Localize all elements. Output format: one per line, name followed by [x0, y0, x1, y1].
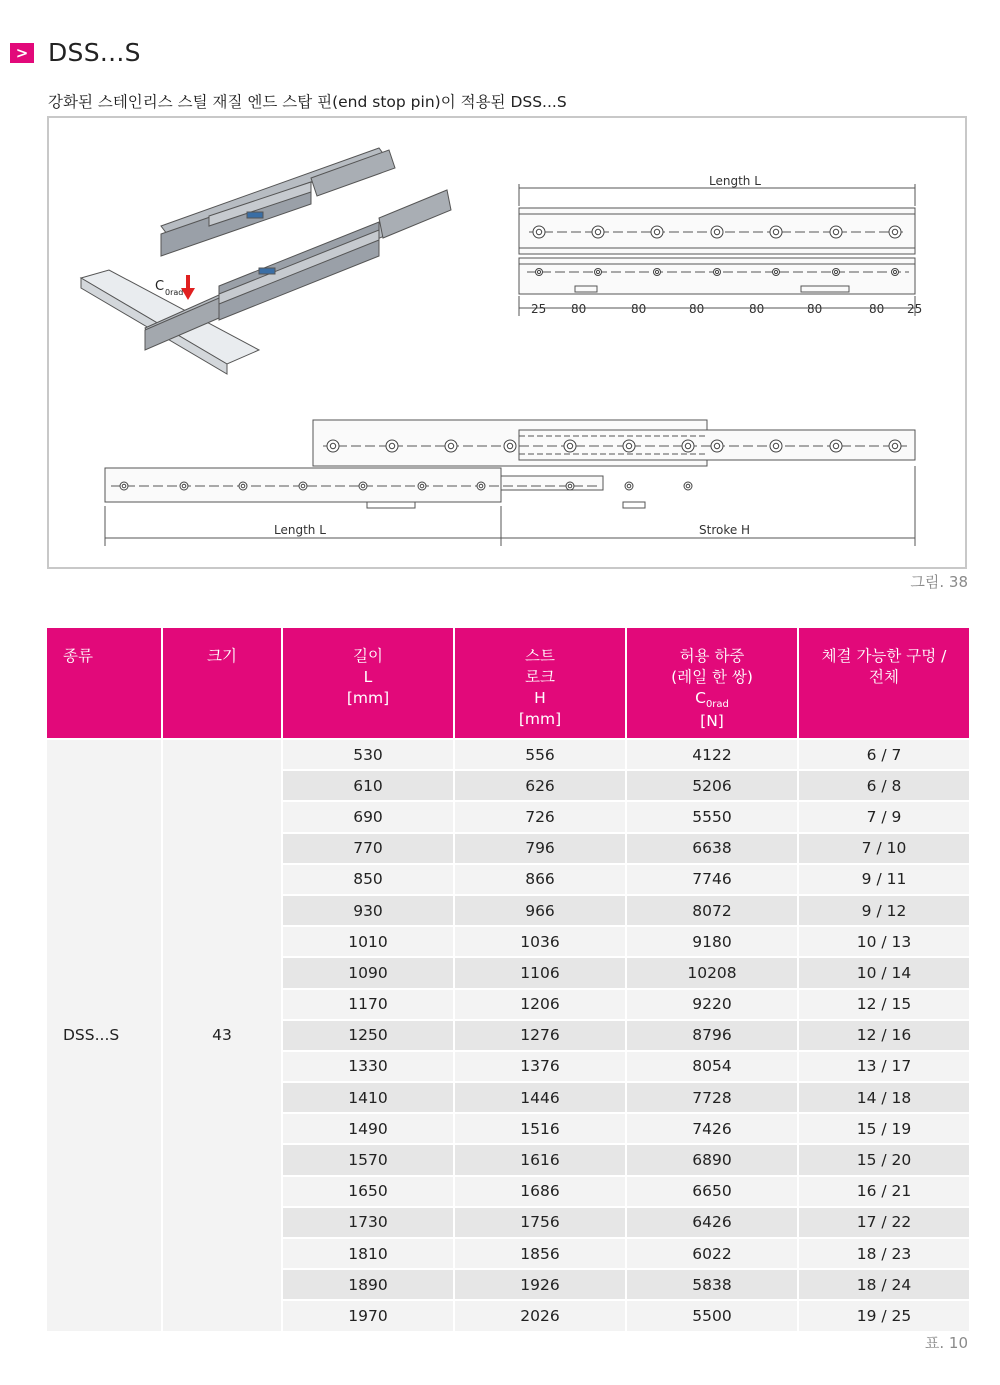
cell-holes: 9 / 11: [798, 864, 969, 895]
cell-length: 1010: [282, 926, 454, 957]
cell-holes: 15 / 19: [798, 1113, 969, 1144]
mounting-hole: [180, 482, 188, 490]
pitch-label: 25: [907, 302, 923, 316]
table-body: [47, 739, 969, 1331]
pitch-label: 80: [571, 302, 587, 316]
bottom-length-label: Length L: [274, 523, 326, 537]
mounting-hole: [327, 440, 339, 452]
mounting-hole: [889, 440, 901, 452]
cell-load: 8054: [626, 1051, 798, 1082]
table-header-row: [47, 628, 969, 739]
cell-stroke: 1616: [454, 1144, 626, 1175]
cell-holes: 13 / 17: [798, 1051, 969, 1082]
cell-load: 6426: [626, 1207, 798, 1238]
rail-elevation-top: [519, 184, 915, 316]
cell-holes: 10 / 13: [798, 926, 969, 957]
cell-holes: 15 / 20: [798, 1144, 969, 1175]
pitch-dimension-labels: [531, 302, 922, 316]
mounting-hole: [833, 269, 840, 276]
cell-stroke: 866: [454, 864, 626, 895]
cell-stroke: 1206: [454, 989, 626, 1020]
mounting-hole: [889, 226, 901, 238]
cell-holes: 14 / 18: [798, 1082, 969, 1113]
cell-length: 850: [282, 864, 454, 895]
pitch-label: 80: [749, 302, 765, 316]
header-length: 길이 L [mm]: [282, 628, 454, 739]
cell-load: 6650: [626, 1176, 798, 1207]
mounting-hole: [359, 482, 367, 490]
cell-length: 1650: [282, 1176, 454, 1207]
cell-stroke: 966: [454, 895, 626, 926]
mounting-hole: [477, 482, 485, 490]
chevron-right-icon: >: [10, 43, 34, 63]
cell-stroke: 1376: [454, 1051, 626, 1082]
cell-holes: 12 / 16: [798, 1020, 969, 1051]
mounting-hole: [830, 440, 842, 452]
rail-elevation-bottom: [105, 420, 915, 546]
cell-load: 9180: [626, 926, 798, 957]
cell-length: 930: [282, 895, 454, 926]
cell-holes: 6 / 8: [798, 770, 969, 801]
cell-length: 530: [282, 739, 454, 770]
cell-length: 1170: [282, 989, 454, 1020]
cell-holes: 6 / 7: [798, 739, 969, 770]
cell-holes: 9 / 12: [798, 895, 969, 926]
pitch-label: 80: [631, 302, 647, 316]
cell-size: 43: [162, 739, 282, 1331]
cell-holes: 18 / 23: [798, 1238, 969, 1269]
mounting-hole: [892, 269, 899, 276]
cell-length: 1490: [282, 1113, 454, 1144]
cell-length: 1330: [282, 1051, 454, 1082]
mounting-hole: [592, 226, 604, 238]
header-load: 허용 하중 (레일 한 쌍) $C_{0rad}$ [N]: [626, 628, 798, 739]
cell-length: 1250: [282, 1020, 454, 1051]
cell-stroke: 1926: [454, 1269, 626, 1300]
mounting-hole: [714, 269, 721, 276]
cell-stroke: 2026: [454, 1300, 626, 1330]
pitch-label: 80: [869, 302, 885, 316]
mounting-hole: [120, 482, 128, 490]
load-label: C: [155, 279, 165, 294]
cell-type: DSS...S: [47, 739, 162, 1331]
cell-stroke: 1686: [454, 1176, 626, 1207]
cell-length: 1890: [282, 1269, 454, 1300]
pitch-label: 80: [807, 302, 823, 316]
mounting-hole: [654, 269, 661, 276]
cell-load: 8796: [626, 1020, 798, 1051]
mounting-hole: [386, 440, 398, 452]
mounting-hole: [682, 440, 694, 452]
drawing-canvas: [49, 118, 965, 567]
cell-load: 6638: [626, 833, 798, 864]
cell-length: 1570: [282, 1144, 454, 1175]
pitch-label: 80: [689, 302, 705, 316]
cell-length: 1730: [282, 1207, 454, 1238]
mounting-hole: [418, 482, 426, 490]
cell-load: 8072: [626, 895, 798, 926]
mounting-hole: [773, 269, 780, 276]
header-holes: 체결 가능한 구멍 / 전체: [798, 628, 969, 739]
cell-stroke: 1856: [454, 1238, 626, 1269]
cell-stroke: 626: [454, 770, 626, 801]
section-title: DSS...S: [48, 38, 141, 67]
cell-stroke: 1756: [454, 1207, 626, 1238]
cell-load: 5500: [626, 1300, 798, 1330]
table-row: [47, 739, 969, 770]
cell-stroke: 1446: [454, 1082, 626, 1113]
cell-stroke: 556: [454, 739, 626, 770]
mounting-hole: [684, 482, 692, 490]
cell-length: 770: [282, 833, 454, 864]
cell-holes: 7 / 10: [798, 833, 969, 864]
cell-load: 9220: [626, 989, 798, 1020]
cell-length: 1810: [282, 1238, 454, 1269]
section-subtitle: 강화된 스테인리스 스틸 재질 엔드 스탑 핀(end stop pin)이 적용된 DSS...S: [48, 93, 567, 111]
cell-stroke: 1036: [454, 926, 626, 957]
section-heading: [10, 38, 141, 67]
cell-length: 1410: [282, 1082, 454, 1113]
header-size: 크기: [162, 628, 282, 739]
mounting-hole: [239, 482, 247, 490]
mounting-hole: [536, 269, 543, 276]
cell-load: 6890: [626, 1144, 798, 1175]
cell-load: 5206: [626, 770, 798, 801]
cell-load: 5550: [626, 801, 798, 832]
mounting-hole: [566, 482, 574, 490]
cell-load: 7728: [626, 1082, 798, 1113]
iso-slide-drawing: [81, 148, 451, 374]
cell-load: 10208: [626, 957, 798, 988]
mounting-hole: [711, 440, 723, 452]
cell-stroke: 1516: [454, 1113, 626, 1144]
mounting-hole: [595, 269, 602, 276]
cell-length: 1090: [282, 957, 454, 988]
cell-holes: 7 / 9: [798, 801, 969, 832]
cell-load: 7746: [626, 864, 798, 895]
mounting-hole: [830, 226, 842, 238]
mounting-hole: [770, 440, 782, 452]
mounting-hole: [625, 482, 633, 490]
table-caption: 표. 10: [924, 1334, 968, 1352]
cell-length: 610: [282, 770, 454, 801]
header-type: 종류: [47, 628, 162, 739]
cell-holes: 12 / 15: [798, 989, 969, 1020]
mounting-hole: [770, 226, 782, 238]
cell-holes: 18 / 24: [798, 1269, 969, 1300]
load-label-subscript: 0rad: [165, 288, 184, 297]
cell-holes: 10 / 14: [798, 957, 969, 988]
cell-holes: 19 / 25: [798, 1300, 969, 1330]
cell-length: 690: [282, 801, 454, 832]
cell-load: 7426: [626, 1113, 798, 1144]
mounting-hole: [564, 440, 576, 452]
header-stroke: 스트 로크 H [mm]: [454, 628, 626, 739]
figure-caption: 그림. 38: [910, 573, 968, 591]
technical-drawing-figure: [47, 116, 967, 569]
mounting-hole: [445, 440, 457, 452]
cell-load: 6022: [626, 1238, 798, 1269]
cell-load: 5838: [626, 1269, 798, 1300]
cell-stroke: 796: [454, 833, 626, 864]
top-length-label: Length L: [709, 174, 761, 188]
pitch-label: 25: [531, 302, 547, 316]
cell-stroke: 1106: [454, 957, 626, 988]
mounting-hole: [711, 226, 723, 238]
cell-length: 1970: [282, 1300, 454, 1330]
stroke-label: Stroke H: [699, 523, 751, 537]
cell-stroke: 1276: [454, 1020, 626, 1051]
cell-holes: 17 / 22: [798, 1207, 969, 1238]
cell-load: 4122: [626, 739, 798, 770]
cell-stroke: 726: [454, 801, 626, 832]
spec-table: [47, 628, 969, 1331]
mounting-hole: [623, 440, 635, 452]
mounting-hole: [533, 226, 545, 238]
cell-holes: 16 / 21: [798, 1176, 969, 1207]
mounting-hole: [651, 226, 663, 238]
mounting-hole: [504, 440, 516, 452]
mounting-hole: [299, 482, 307, 490]
